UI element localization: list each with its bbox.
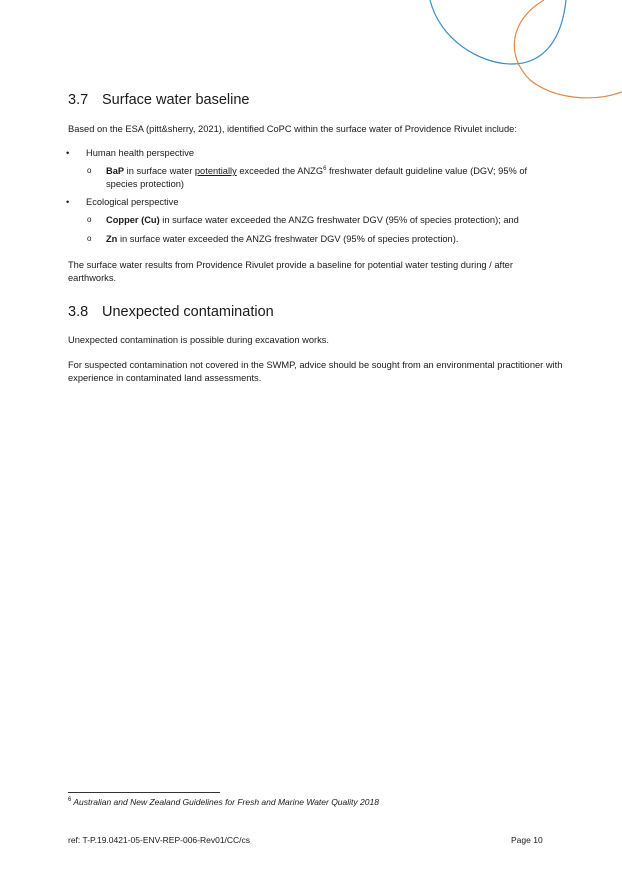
text-run: freshwater default guideline value (DGV; 95% of species protection) [106, 166, 528, 189]
footnote-divider [68, 792, 220, 793]
sub-bullet-mark: o [87, 234, 92, 243]
text-run: exceeded the ANZG [236, 166, 324, 176]
footnote-mark: 6 [68, 797, 72, 804]
underlined-term: potentially [194, 166, 237, 176]
paragraph: For suspected contamination not covered in the SWMP, advice should be sought from an environmental practitioner with experience in contaminated land assessments. [68, 360, 563, 383]
paragraph: Unexpected contamination is possible during excavation works. [68, 335, 329, 345]
footnote-ref: 6 [323, 165, 327, 172]
bullet-mark: • [66, 148, 70, 158]
footnote-text: Australian and New Zealand Guidelines for Fresh and Marine Water Quality 2018 [73, 797, 379, 807]
footnote [68, 797, 379, 807]
footer-reference: ref: T-P.19.0421-05-ENV-REP-006-Rev01/CC/cs [68, 835, 251, 845]
text-run: in surface water [124, 166, 195, 176]
bullet-mark: • [66, 197, 70, 207]
section-heading-3-7 [68, 92, 250, 108]
bold-term: Zn [106, 234, 118, 244]
outro-paragraph: The surface water results from Providence Rivulet provide a baseline for potential water testing during / after earthworks. [68, 260, 513, 283]
page-number: Page 10 [511, 835, 543, 845]
section-title: Unexpected contamination [102, 304, 274, 320]
bullet-label: Human health perspective [86, 148, 195, 158]
bullet-ecological [66, 196, 179, 209]
bullet-label: Ecological perspective [86, 197, 179, 207]
intro-paragraph: Based on the ESA (pitt&sherry, 2021), identified CoPC within the surface water of Providence Rivulet include: [68, 124, 517, 134]
text-run: in surface water exceeded the ANZG freshwater DGV (95% of species protection); and [159, 215, 519, 225]
sub-bullet-copper [87, 214, 551, 227]
section-number: 3.8 [68, 304, 89, 320]
sub-bullet-mark: o [87, 215, 92, 224]
section-number: 3.7 [68, 92, 89, 108]
sub-bullet-bap [87, 165, 551, 190]
sub-bullet-mark: o [87, 166, 92, 175]
text-run: in surface water exceeded the ANZG freshwater DGV (95% of species protection). [117, 234, 459, 244]
section-title: Surface water baseline [102, 92, 250, 108]
bold-term: Copper (Cu) [106, 215, 160, 225]
sub-bullet-zinc [87, 233, 551, 246]
bold-term: BaP [106, 166, 125, 176]
section-heading-3-8 [68, 304, 274, 320]
bullet-human-health [66, 147, 195, 160]
